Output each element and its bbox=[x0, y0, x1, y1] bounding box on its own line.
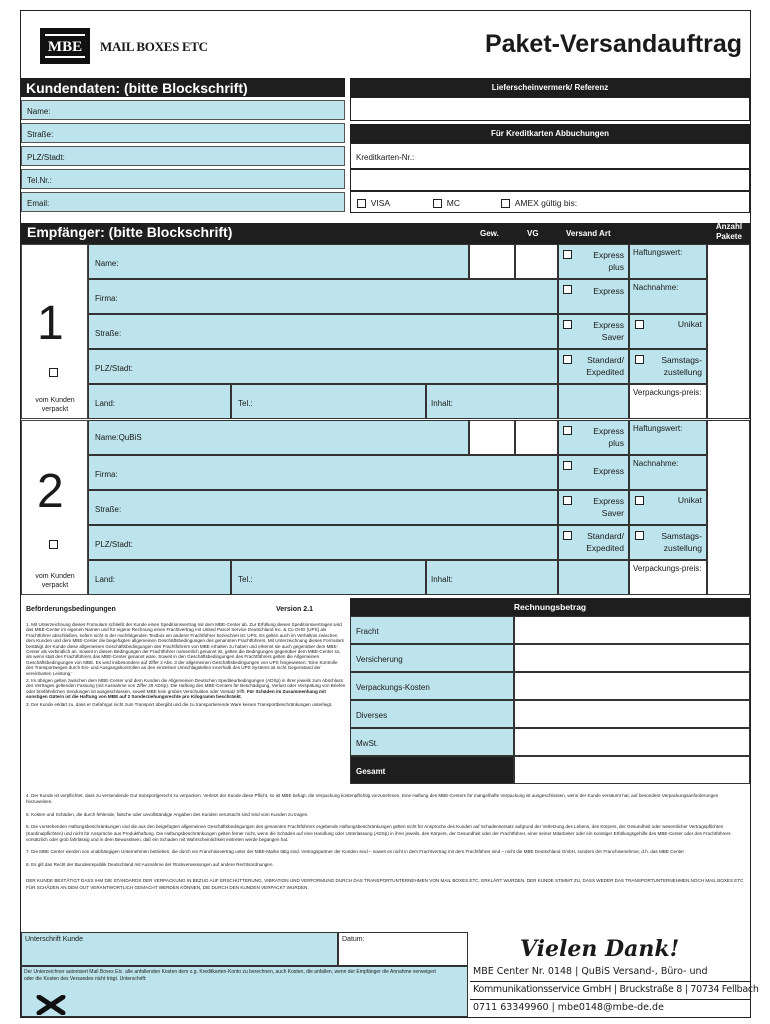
empf-1-name-field[interactable]: Name: bbox=[88, 244, 469, 279]
vielen-dank: Vielen Dank! bbox=[520, 936, 680, 962]
kunden-fields bbox=[21, 97, 345, 213]
mbe-logo bbox=[40, 28, 90, 64]
empf-1-vg[interactable] bbox=[515, 244, 558, 279]
empf-2-opt-standard[interactable]: Standard/ Expedited bbox=[558, 525, 629, 560]
rechnung-fracht-label: Fracht bbox=[350, 616, 514, 644]
rechnung-gesamt-label: Gesamt bbox=[350, 756, 514, 784]
unterschrift-field[interactable]: Unterschrift Kunde bbox=[21, 932, 338, 966]
rechnung-diverses-value[interactable] bbox=[514, 700, 750, 728]
empf-1-inhalt-field[interactable]: Inhalt: bbox=[426, 384, 558, 419]
empf-1-samstag[interactable]: Samstags-zustellung bbox=[629, 349, 707, 384]
empf-1-opt-express-plus[interactable]: Express plus bbox=[558, 244, 629, 279]
empf-2-extra-empty bbox=[558, 560, 629, 595]
rechnung-diverses-label: Diverses bbox=[350, 700, 514, 728]
brand-name: MAIL BOXES ETC bbox=[100, 39, 208, 54]
empf-1-extra-empty bbox=[558, 384, 629, 419]
visa-option[interactable]: VISA bbox=[357, 198, 390, 208]
mc-checkbox[interactable] bbox=[433, 199, 442, 208]
center-info-1: MBE Center Nr. 0148 | QuBiS Versand-, Büro- und bbox=[473, 966, 708, 977]
rechnung-fracht-value[interactable] bbox=[514, 616, 750, 644]
empf-2-tel-field[interactable]: Tel.: bbox=[231, 560, 426, 595]
kunden-plz-field[interactable]: PLZ/Stadt: bbox=[21, 146, 345, 166]
empf-2-nachnahme[interactable]: Nachnahme: bbox=[629, 455, 707, 490]
empf-2-opt-express[interactable]: Express bbox=[558, 455, 629, 490]
empf-1-gew[interactable] bbox=[469, 244, 515, 279]
signature-x-mark bbox=[36, 995, 66, 1015]
empf-1-anzahl[interactable] bbox=[707, 244, 750, 419]
empf-1-unikat[interactable]: Unikat bbox=[629, 314, 707, 349]
empf-1-verpackungspreis[interactable]: Verpackungs-preis: bbox=[629, 384, 707, 419]
empf-1-plz-field[interactable]: PLZ/Stadt: bbox=[88, 349, 558, 384]
empf-2-express-checkbox[interactable] bbox=[563, 461, 572, 470]
empf-block-2 bbox=[21, 420, 750, 595]
empf-2-name-field[interactable]: Name:QuBiS bbox=[88, 420, 469, 455]
empf-1-verpackt-label: vom Kunden verpackt bbox=[35, 397, 75, 413]
empf-1-nachnahme[interactable]: Nachnahme: bbox=[629, 279, 707, 314]
empf-2-land-field[interactable]: Land: bbox=[88, 560, 231, 595]
empf-2-verpackt-checkbox[interactable] bbox=[49, 540, 58, 549]
empf-1-express-saver-checkbox[interactable] bbox=[563, 320, 572, 329]
empf-2-samstag[interactable]: Samstags-zustellung bbox=[629, 525, 707, 560]
empf-2-express-plus-checkbox[interactable] bbox=[563, 426, 572, 435]
kredit-blank-row[interactable] bbox=[350, 169, 750, 191]
page-title: Paket-Versandauftrag bbox=[484, 30, 742, 58]
col-versandart: Versand Art bbox=[566, 229, 611, 238]
center-info-2: Kommunikationsservice GmbH | Bruckstraße 8 | 70734 Fellbach bbox=[473, 984, 759, 995]
empf-1-haftung[interactable]: Haftungswert: bbox=[629, 244, 707, 279]
empf-1-opt-express-saver[interactable]: Express Saver bbox=[558, 314, 629, 349]
amex-option[interactable]: AMEX gültig bis: bbox=[501, 198, 577, 208]
empf-2-gew[interactable] bbox=[469, 420, 515, 455]
empf-1-opt-express[interactable]: Express bbox=[558, 279, 629, 314]
amex-checkbox[interactable] bbox=[501, 199, 510, 208]
empf-2-samstag-checkbox[interactable] bbox=[635, 531, 644, 540]
liefer-heading: Lieferscheinvermerk/ Referenz bbox=[350, 78, 750, 97]
kredit-heading: Für Kreditkarten Abbuchungen bbox=[350, 124, 750, 143]
liefer-input[interactable] bbox=[350, 97, 750, 121]
empf-1-express-checkbox[interactable] bbox=[563, 285, 572, 294]
kredit-nr-field[interactable]: Kreditkarten-Nr.: bbox=[350, 143, 750, 169]
visa-checkbox[interactable] bbox=[357, 199, 366, 208]
bef-text-full: 4. Der Kunde ist verpflichtet, dass zu versendende Gut transportgerecht zu verpacken. Verletzt der Kunde diese Pflicht, so ist MBE befugt, die Verpackung kostenpflichtig vorzunehmen. Eine Haftung des MBE-Centers für mangelhafte Verpackung ist ausgeschlossen, wenn der Kunde versäumt hat, auf besondere Verpackungsanforderungen hinzuweisen. 5. Kosten und Schäden, die durch fehlende, falsche oder unvollständige Angaben des Kunden verursacht sind sind vom Kunden zu tragen. 6. Die vorstehenden Haftungsbeschränkungen und die aus den beigefügten allgemeinen Geschäftsbedingungen des genannten Frachtführers ergebende Haftungsbeschränkungen gelten nicht für Ansprüche des Kunden auf Schadensersatz aufgrund der Verletzung des Lebens, des Körpers, der Gesundheit oder wesentlicher Vertragspflichten (Kardinalpflichten) und nicht für Ansprüche aus Produkthaftung. Die Haftungsbeschränkungen gelten ferner nicht, wenn die Schäden auf eine Handlung oder Unterlassung (ADSp) in ihrer jeweils, des Körpers, der Gesundheit oder der Frachtführer, einer seiner Mitarbeiter oder ein sonstiger Erfüllungsgehilfe des MBE-Center oder des Frachtführers vorsätzlich oder grob fahrlässig und in dem Bewusstsein, daß ein Schaden mit Wahrscheinlichkeit eintreten werde begangen hat. 7. Die MBE Center werden von unabhängigen Unternehmen betrieben, die durch ein Franchisevertrag unter der MBE-Marke tätig sind. Vertragspartner der Kunden sind – soweit es nicht in dem Frachtvertrag mit dem Frachtführer sind – nicht die MBE Deutschland GmbH, sondern der Franchisenehmer, d.h. das MBE Center 8. Es gilt das Recht der Bundesrepublik Deutschland mit Ausnahme der Rückverweisungen auf andere Rechtsordnungen. DER KUNDE BESTÄTIGT DASS IHM DIE STANDARDS DER VERPACKUNG IN BEZUG AUF ERSCHÜTTERUNG, VIBRATION UND VERFORMUNG DURCH DAS TRANSPORTUNTERNEHMEN VON MAIL BOXES ETC. ERKLÄRT WURDEN. DER KUNDE STIMMT ZU, DASS WEDER DAS TRANSPORTUNTERNEHMEN NOCH MAIL BOXES ETC FÜR SCHÄDEN AN DEM OUT VERANTWORTLICH GEMACHT WERDEN KÖNNEN, DIE DURCH DEN KUNDEN VERPACKT WURDEN. bbox=[26, 793, 744, 890]
empf-1-land-field[interactable]: Land: bbox=[88, 384, 231, 419]
empf-1-samstag-checkbox[interactable] bbox=[635, 355, 644, 364]
empf-1-number: 1 bbox=[37, 297, 64, 350]
empf-1-firma-field[interactable]: Firma: bbox=[88, 279, 558, 314]
empf-2-haftung[interactable]: Haftungswert: bbox=[629, 420, 707, 455]
kunden-email-field[interactable]: Email: bbox=[21, 192, 345, 212]
empf-2-express-saver-checkbox[interactable] bbox=[563, 496, 572, 505]
empf-1-express-plus-checkbox[interactable] bbox=[563, 250, 572, 259]
empf-2-verpackt-label: vom Kunden verpackt bbox=[35, 573, 75, 589]
empf-2-opt-express-plus[interactable]: Express plus bbox=[558, 420, 629, 455]
rechnung-verpackung-label: Verpackungs-Kosten bbox=[350, 672, 514, 700]
empf-2-verpackungspreis[interactable]: Verpackungs-preis: bbox=[629, 560, 707, 595]
rechnung-verpackung-value[interactable] bbox=[514, 672, 750, 700]
bef-version: Version 2.1 bbox=[276, 606, 313, 613]
kredit-autorisierung[interactable]: Der Unterzeichner autorisiert Mail Boxes Etc. alle anfallenden Kosten dem o.g. Kreditkarten-Konto zu berechnen, auch Kosten, die anfallen, wenn der Empfänger die Annahme verweigert oder die Kosten des Versandes nicht trägt. Unterschrift: bbox=[21, 966, 468, 1017]
logo-text: MBE bbox=[47, 39, 83, 55]
empf-1-opt-standard[interactable]: Standard/ Expedited bbox=[558, 349, 629, 384]
kunden-tel-field[interactable]: Tel.Nr.: bbox=[21, 169, 345, 189]
mc-option[interactable]: MC bbox=[433, 198, 460, 208]
empf-2-strasse-field[interactable]: Straße: bbox=[88, 490, 558, 525]
empf-2-firma-field[interactable]: Firma: bbox=[88, 455, 558, 490]
col-anzahl: Anzahl Pakete bbox=[715, 222, 743, 241]
rechnung-heading: Rechnungsbetrag bbox=[350, 598, 750, 616]
empf-heading: Empfänger: (bitte Blockschrift) bbox=[27, 224, 233, 240]
empf-1-tel-field[interactable]: Tel.: bbox=[231, 384, 426, 419]
rechnung-versicherung-label: Versicherung bbox=[350, 644, 514, 672]
empf-2-opt-express-saver[interactable]: Express Saver bbox=[558, 490, 629, 525]
empf-2-anzahl[interactable] bbox=[707, 420, 750, 595]
col-vg: VG bbox=[527, 229, 539, 238]
empf-1-verpackt-checkbox[interactable] bbox=[49, 368, 58, 377]
bef-heading: Beförderungsbedingungen bbox=[26, 606, 116, 613]
empf-1-unikat-checkbox[interactable] bbox=[635, 320, 644, 329]
empf-block-1 bbox=[21, 244, 750, 419]
card-row bbox=[350, 191, 750, 213]
rechnung-mwst-label: MwSt. bbox=[350, 728, 514, 756]
rechnung-versicherung-value[interactable] bbox=[514, 644, 750, 672]
kunden-name-field[interactable]: Name: bbox=[21, 100, 345, 120]
col-gew: Gew. bbox=[480, 229, 499, 238]
empf-2-unikat[interactable]: Unikat bbox=[629, 490, 707, 525]
empf-2-number: 2 bbox=[37, 465, 64, 518]
empf-2-vg[interactable] bbox=[515, 420, 558, 455]
center-info-3: 0711 63349960 | mbe0148@mbe-de.de bbox=[473, 1002, 664, 1013]
datum-field[interactable]: Datum: bbox=[338, 932, 468, 966]
empf-2-inhalt-field[interactable]: Inhalt: bbox=[426, 560, 558, 595]
rechnung-mwst-value[interactable] bbox=[514, 728, 750, 756]
rechnung-gesamt-value[interactable] bbox=[514, 756, 750, 784]
rechnung-table bbox=[350, 616, 750, 784]
bef-text-left: 1. Mit Unterzeichnung dieses Formulars schließt der Kunde einen Speditionsvertrag mit dem MBE-Center ab. Zur Erfüllung dieses Speditionsvertrages wird das MBE-Center im eigenen Namen und für eigene Rechnung einen Frachtvertrag mit United Parcel Service Deutschland Inc. & Co OHG (UPS) als Frachtführer abschließen, sofern nicht in der nachfolgenden Textbox ein anderer Frachtführer bezeichnet ist: UPS. Es gelten auch im Verhältnis zwischen dem Kunden und dem MBE-Center die beigefügten allgemeinen Geschäftsbedingungen des genannten Frachtführers. Mit Unterzeichnung dieses Formulars bestätigt der Kunde diese allgemeinen Geschäftsbedingungen des Frachtführers von MBE erhalten zu haben und erkennt sie auch gegenüber dem MBE-Center als verbindlich an. Soweit in diesen Bedingungen der Frachtführer namentlich genannt ist, gelten die Bedingungen gegenüber dem MBE-Center so, als wenn statt des Frachtführers das MBE-Center genannt wäre. Soweit in den Geschäftsbedingungen des Frachtführers gelten die Allgemeinen Geschäftsbedingungen von MBE. Es wird insbesondere auf Ziffer 2 Abs. 3 der allgemeinen Geschäftsbedingungen von UPS hingewiesen: 'Eine Kontrolle des Transportweges durch Ein- und Ausgangskontrollen an den einzelnen Umschlagstellen innerhalb des UPS Systems ist nicht Gegenstand der vereinbarten Leistung.' 2. Im übrigen gelten zwischen dem MBE-Center und dem Kunden die Allgemeinen Deutschen Spediteurbedingungen (ADSp) in ihrer jeweils zum Abschluss des Vertrages geltenden Fassung (mit Ausnahme von Ziffer 29 ADSp). Die Haftung des MBE-Centers für Beschädigung, Verlust oder Verspätung von Briefen oder briefähnlichen Sendungen ist ausgeschlossen, soweit MBE kein grobes Verschulden oder Vorsatz trifft. Für Schäden im Zusammenhang mit sonstigen Gütern ist die Haftung von MBE auf 2 Sonderziehungsrechte pro Kilogramm beschränkt. 3. Der Kunde erklärt zu, dass er Gefahrgut nicht zum Transport übergibt und die zu transportierende Ware keinen Transportbeschränkungen unterliegt. bbox=[26, 622, 346, 707]
empf-2-plz-field[interactable]: PLZ/Stadt: bbox=[88, 525, 558, 560]
empf-2-unikat-checkbox[interactable] bbox=[635, 496, 644, 505]
kunden-strasse-field[interactable]: Straße: bbox=[21, 123, 345, 143]
kunden-heading: Kundendaten: (bitte Blockschrift) bbox=[21, 78, 345, 97]
empf-1-strasse-field[interactable]: Straße: bbox=[88, 314, 558, 349]
